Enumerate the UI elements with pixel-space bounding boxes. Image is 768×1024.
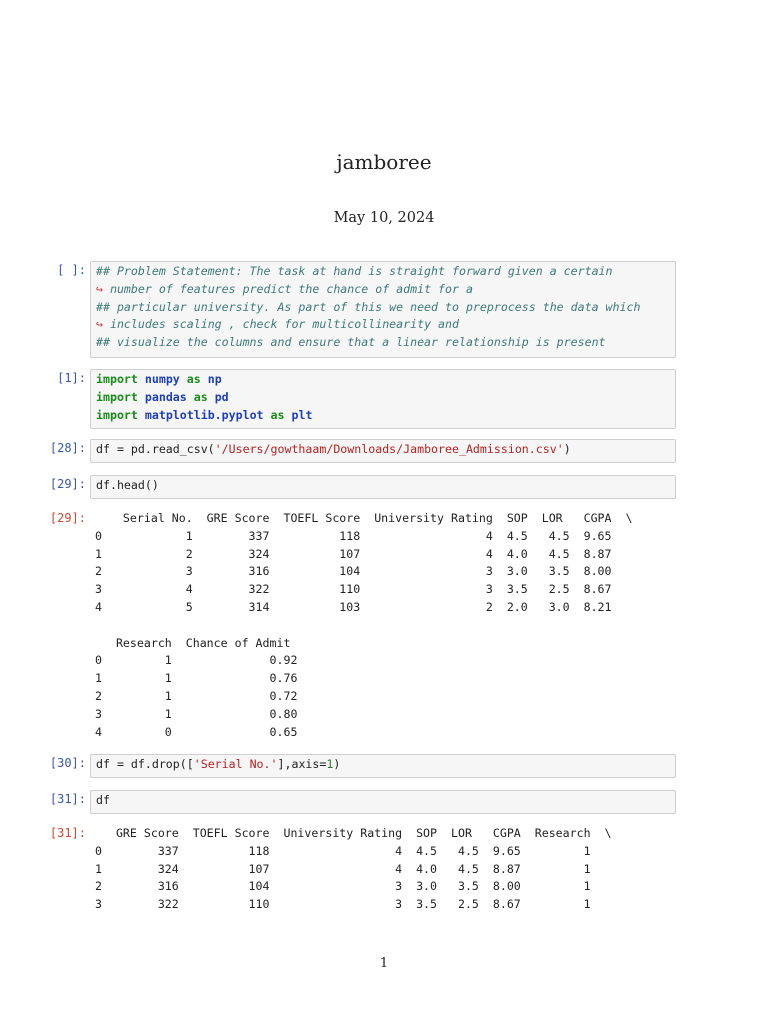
comment-line: ## particular university. As part of this we need to preprocess the data which [96, 299, 641, 314]
output-prompt: [31]: [49, 826, 86, 840]
code-input-box[interactable] [90, 475, 676, 499]
code-input-box[interactable] [90, 790, 676, 814]
comment-line: ↪ number of features predict the chance of admit for a [96, 281, 473, 296]
code-input-box[interactable] [90, 261, 676, 358]
import-line: import matplotlib.pyplot as plt [96, 407, 313, 422]
comment-line: ↪ includes scaling , check for multicollinearity and [96, 317, 459, 332]
cell-prompt: [29]: [49, 477, 86, 491]
code-input-box[interactable] [90, 439, 676, 463]
cell-prompt: [ ]: [57, 263, 86, 277]
cell-prompt: [30]: [49, 756, 86, 770]
import-line: import pandas as pd [96, 389, 229, 404]
continuation-arrow-icon: ↪ [96, 281, 110, 296]
code-input-box[interactable] [90, 754, 676, 778]
continuation-arrow-icon: ↪ [96, 317, 110, 332]
code-input-box[interactable] [90, 369, 676, 429]
cell-prompt: [1]: [57, 371, 86, 385]
comment-line: ## Problem Statement: The task at hand is straight forward given a certain [96, 264, 613, 278]
code-line: df [96, 793, 110, 807]
dataframe-output: Serial No. GRE Score TOEFL Score University Rating SOP LOR CGPA \ 0 1 337 118 4 4.5 4.5 9.65 1 2 324 107 4 4.0 4.5 8.87 2 3 316 104 3 3.0 3.5 8.00 3 4 322 110 3 3.5 2.5 8.67 4 5 314 103 2 2.0 3.0 8.21 Research Chance of Admit 0 1 0.92 1 1 0.76 2 1 0.72 3 1 0.80 4 0 0.65 [95, 511, 633, 739]
code-line: df.head() [96, 478, 159, 492]
page-number: 1 [379, 956, 389, 971]
output-prompt: [29]: [49, 511, 86, 525]
cell-prompt: [28]: [49, 441, 86, 455]
comment-line: ## visualize the columns and ensure that a linear relationship is present [96, 335, 606, 350]
code-line: df = df.drop(['Serial No.'],axis=1) [96, 757, 341, 771]
dataframe-output: GRE Score TOEFL Score University Rating SOP LOR CGPA Research \ 0 337 118 4 4.5 4.5 9.65 1 1 324 107 4 4.0 4.5 8.87 1 2 316 104 3 3.0 3.5 8.00 1 3 322 110 3 3.5 2.5 8.67 1 [95, 826, 612, 912]
import-line: import numpy as np [96, 372, 222, 386]
code-line: df = pd.read_csv('/Users/gowthaam/Downloads/Jamboree_Admission.csv') [96, 442, 571, 456]
document-title: jamboree [336, 150, 432, 174]
document-date: May 10, 2024 [333, 210, 435, 226]
cell-prompt: [31]: [49, 792, 86, 806]
